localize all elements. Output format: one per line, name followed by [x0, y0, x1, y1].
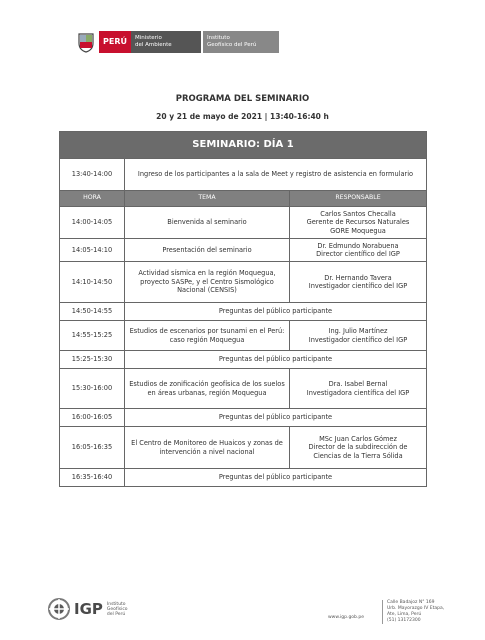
responsible-role: Director de la subdirección de: [308, 443, 408, 452]
igp-logo-text: IGP: [74, 600, 103, 618]
time-cell: 15:25-15:30: [60, 351, 125, 369]
responsible-name: Dr. Edmundo Norabuena: [317, 241, 399, 250]
topic-cell: Estudios de zonificación geofísica de los suelos en áreas urbanas, región Moquegua: [125, 369, 290, 409]
day-header: SEMINARIO: DÍA 1: [60, 132, 427, 159]
responsible-role: Ciencias de la Tierra Sólida: [313, 451, 403, 460]
responsible-role: Investigador científico del IGP: [308, 335, 408, 344]
institute-line-1: Instituto: [206, 35, 230, 41]
time-cell: 14:10-14:50: [60, 262, 125, 303]
topic-cell: Estudios de escenarios por tsunami en el Perú: caso región Moquegua: [125, 321, 290, 351]
time-cell: 14:55-15:25: [60, 321, 125, 351]
igp-logo: [48, 598, 128, 620]
table-row: [60, 159, 427, 191]
responsible-name: Carlos Santos Checalla: [320, 209, 396, 218]
responsible-role: Gerente de Recursos Naturales: [306, 218, 410, 227]
igp-emblem-icon: [48, 598, 70, 620]
responsible-cell: [290, 369, 427, 409]
time-cell: 15:30-16:00: [60, 369, 125, 409]
responsible-role: Director científico del IGP: [316, 250, 400, 258]
time-cell: 13:40-14:00: [60, 159, 125, 191]
responsible-name: MSc Juan Carlos Gómez: [319, 434, 397, 443]
responsible-cell: [290, 321, 427, 351]
intro-cell: Ingreso de los participantes a la sala de Meet y registro de asistencia en formulario: [125, 159, 427, 191]
column-header-responsible: RESPONSABLE: [290, 191, 427, 207]
institute-line-2: Geofísico del Perú: [206, 42, 257, 48]
peru-label: PERÚ: [99, 31, 131, 53]
ministry-line-2: del Ambiente: [134, 42, 172, 48]
table-row: [60, 321, 427, 351]
igp-sub-line: Instituto: [106, 601, 126, 607]
schedule-table: [59, 131, 427, 487]
questions-cell: Preguntas del público participante: [125, 303, 427, 321]
coat-of-arms-icon: [76, 31, 96, 53]
responsible-cell: [290, 207, 427, 239]
responsible-name: Dra. Isabel Bernal: [328, 380, 388, 388]
responsible-cell: [290, 427, 427, 469]
igp-sub-line: Geofísico: [106, 606, 128, 612]
table-row: [60, 469, 427, 487]
table-row: [60, 303, 427, 321]
time-cell: 14:00-14:05: [60, 207, 125, 239]
questions-cell: Preguntas del público participante: [125, 469, 427, 487]
table-row: [60, 207, 427, 239]
responsible-cell: [290, 262, 427, 303]
address-line: Urb. Mayorazgo IV Etapa,: [387, 606, 445, 611]
time-cell: 16:05-16:35: [60, 427, 125, 469]
topic-cell: Actividad sísmica en la región Moquegua, proyecto SASPe, y el Centro Sismológico Nacional (CENSIS): [125, 262, 290, 303]
table-row: [60, 427, 427, 469]
table-row: [60, 409, 427, 427]
time-cell: 16:35-16:40: [60, 469, 125, 487]
table-row: [60, 239, 427, 262]
time-cell: 16:00-16:05: [60, 409, 125, 427]
responsible-name: Dr. Hernando Tavera: [324, 273, 392, 282]
topic-cell: Presentación del seminario: [125, 239, 290, 262]
responsible-role: Investigadora científica del IGP: [306, 388, 410, 397]
igp-logo-subtext: [107, 602, 128, 617]
table-row: [60, 262, 427, 303]
document-subtitle: 20 y 21 de mayo de 2021 | 13:40-16:40 h: [156, 112, 329, 121]
ministry-label: [131, 31, 201, 53]
table-row: [60, 351, 427, 369]
institute-label: [203, 31, 279, 53]
responsible-cell: [290, 239, 427, 262]
responsible-name: Ing. Julio Martínez: [328, 327, 388, 335]
topic-cell: El Centro de Monitoreo de Huaicos y zonas de intervención a nivel nacional: [125, 427, 290, 469]
responsible-role: Investigador científico del IGP: [308, 282, 408, 290]
address-line: Calle Badajoz N° 169: [387, 600, 435, 605]
footer-website: www.igp.gob.pe: [328, 615, 364, 620]
questions-cell: Preguntas del público participante: [125, 351, 427, 369]
footer-address: [382, 600, 444, 624]
topic-cell: Bienvenida al seminario: [125, 207, 290, 239]
address-line: (51) 13172300: [387, 618, 421, 623]
column-header-row: [60, 191, 427, 207]
column-header-topic: TEMA: [125, 191, 290, 207]
responsible-role: GORE Moquegua: [330, 226, 386, 235]
government-header: [76, 30, 279, 54]
igp-sub-line: del Perú: [106, 611, 126, 617]
table-row: [60, 369, 427, 409]
time-cell: 14:50-14:55: [60, 303, 125, 321]
address-line: Ate, Lima, Perú: [387, 612, 422, 617]
document-title: PROGRAMA DEL SEMINARIO: [175, 94, 310, 104]
column-header-time: HORA: [60, 191, 125, 207]
ministry-line-1: Ministerio: [134, 35, 162, 41]
questions-cell: Preguntas del público participante: [125, 409, 427, 427]
time-cell: 14:05-14:10: [60, 239, 125, 262]
